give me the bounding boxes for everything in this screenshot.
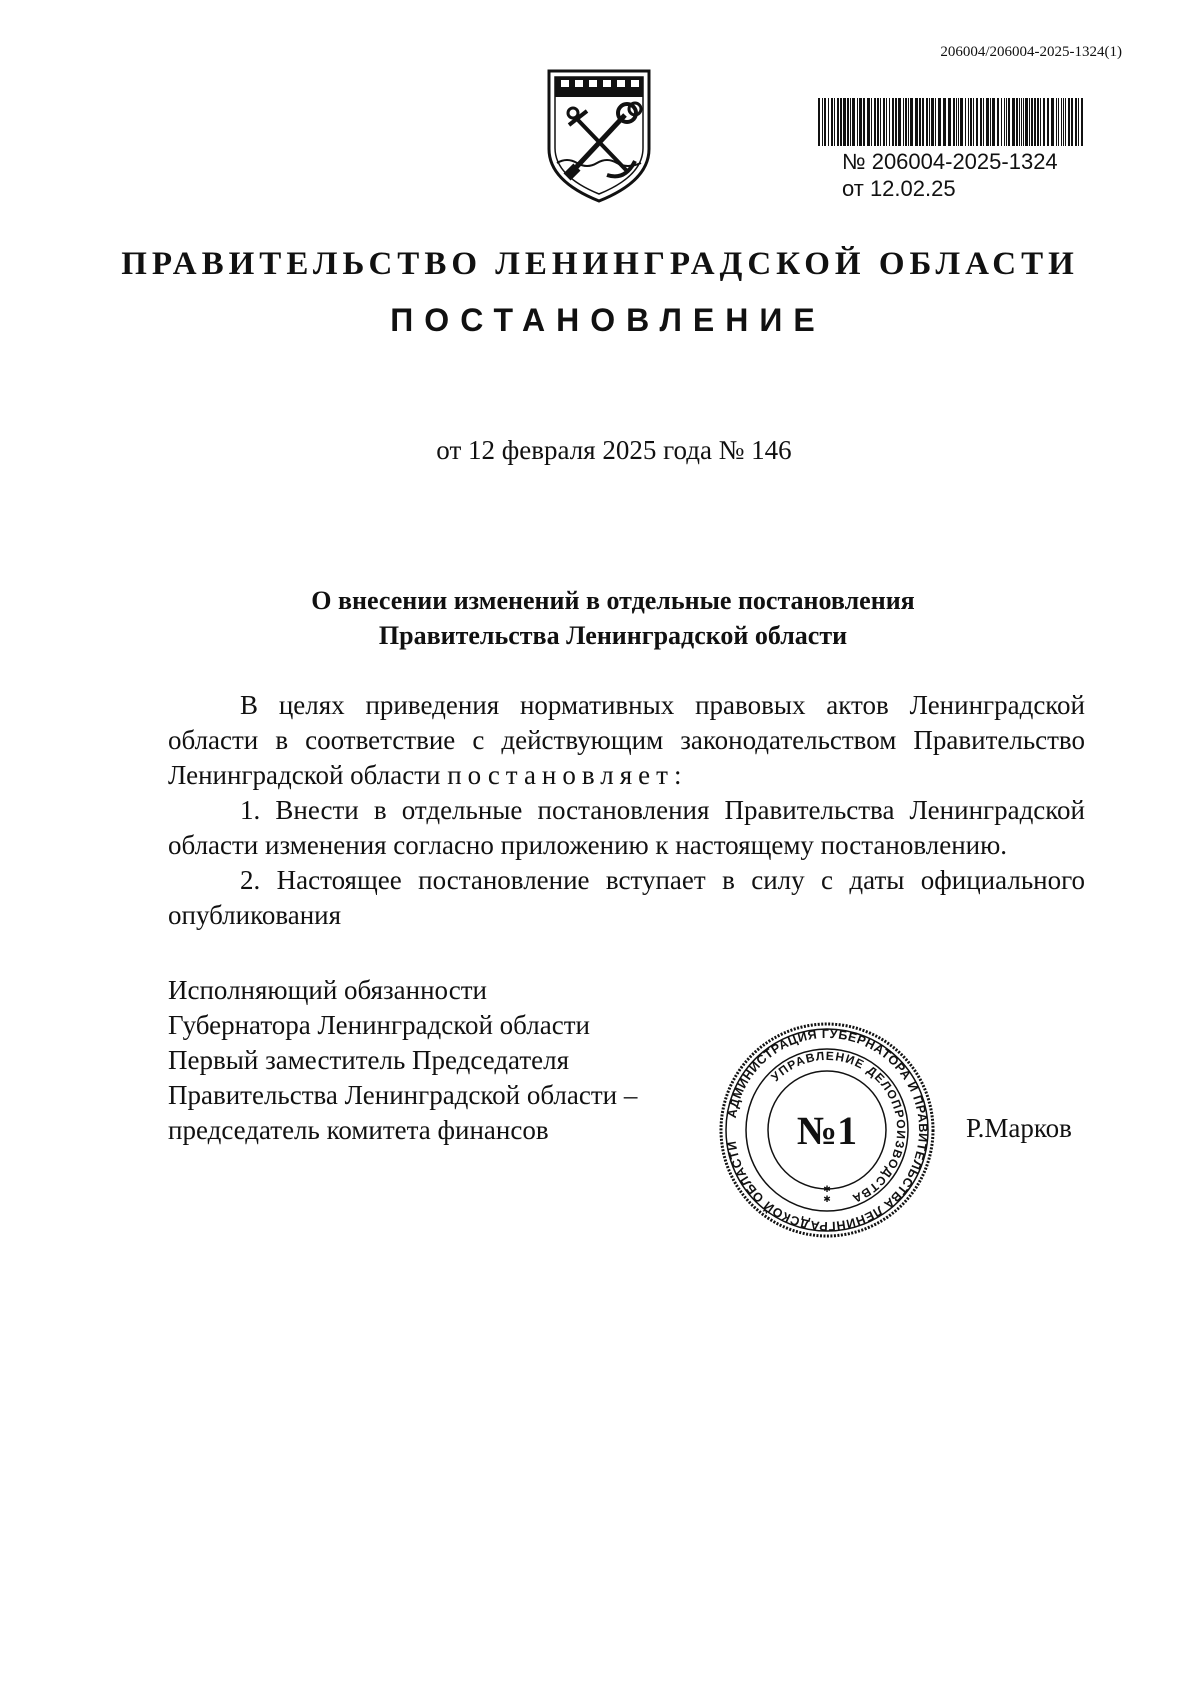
barcode-bar bbox=[970, 98, 972, 146]
barcode-bar bbox=[1029, 98, 1030, 146]
signer-line-3: Первый заместитель Председателя bbox=[168, 1045, 570, 1075]
barcode-bar bbox=[938, 98, 941, 146]
item-2: 2. Настоящее постановление вступает в силу с даты официального опубликования bbox=[168, 865, 1085, 930]
signer-block bbox=[168, 973, 637, 1148]
barcode-bar bbox=[1061, 98, 1062, 146]
document-body bbox=[168, 688, 1085, 933]
document-subject bbox=[0, 583, 1200, 653]
barcode-bar bbox=[1001, 98, 1002, 146]
barcode-bar bbox=[1023, 98, 1024, 146]
subject-line-1: О внесении изменений в отдельные постановления bbox=[311, 586, 915, 615]
document-id: 206004/206004-2025-1324(1) bbox=[940, 44, 1122, 60]
signer-name: Р.Марков bbox=[966, 1113, 1072, 1143]
barcode-bar bbox=[919, 98, 921, 146]
barcode-bar bbox=[968, 98, 969, 146]
barcode-bar bbox=[828, 98, 829, 146]
barcode-bar bbox=[1075, 98, 1077, 146]
barcode-bar bbox=[1037, 98, 1039, 146]
barcode-bar bbox=[843, 98, 846, 146]
barcode-bar bbox=[980, 98, 982, 146]
registration-date: от 12.02.25 bbox=[842, 176, 956, 201]
barcode-bar bbox=[953, 98, 955, 146]
barcode-bar bbox=[886, 98, 887, 146]
barcode-bar bbox=[1043, 98, 1045, 146]
barcode-bar bbox=[1012, 98, 1015, 146]
seal-ring-text: АДМИНИСТРАЦИЯ ГУБЕРНАТОРА И ПРАВИТЕЛЬСТВА ЛЕНИНГРАДСКОЙ ОБЛАСТИ bbox=[724, 1026, 931, 1234]
barcode-bar bbox=[840, 98, 842, 146]
resolves-word: постановляет: bbox=[447, 760, 688, 790]
document-date-number: от 12 февраля 2025 года № 146 bbox=[436, 435, 792, 465]
registration-stamp bbox=[842, 148, 1058, 202]
svg-text:✱: ✱ bbox=[823, 1185, 831, 1195]
preamble-text: В целях приведения нормативных правовых актов Ленинградской области в соответствие с действующим законодательством Правительство Ленинградской области bbox=[168, 690, 1085, 790]
official-seal-icon bbox=[717, 1020, 937, 1240]
barcode-bar bbox=[983, 98, 984, 146]
barcode-bar bbox=[1058, 98, 1059, 146]
barcode-bar bbox=[867, 98, 870, 146]
barcode-bar bbox=[1068, 98, 1070, 146]
barcode-bar bbox=[837, 98, 839, 146]
barcode-bar bbox=[880, 98, 881, 146]
barcode-bar bbox=[1025, 98, 1028, 146]
barcode-bar bbox=[960, 98, 963, 146]
barcode-bar bbox=[1006, 98, 1007, 146]
signer-line-2: Губернатора Ленинградской области bbox=[168, 1010, 590, 1040]
barcode-bar bbox=[1065, 98, 1066, 146]
barcode-icon bbox=[818, 98, 1083, 146]
registration-number: № 206004-2025-1324 bbox=[842, 149, 1058, 174]
barcode-bar bbox=[834, 98, 835, 146]
barcode-bar bbox=[903, 98, 904, 146]
barcode-bar bbox=[1019, 98, 1020, 146]
barcode-bar bbox=[857, 98, 858, 146]
document-type: ПОСТАНОВЛЕНИЕ bbox=[390, 302, 826, 338]
signer-line-5: председатель комитета финансов bbox=[168, 1115, 549, 1145]
barcode-bar bbox=[922, 98, 924, 146]
barcode-bar bbox=[1063, 98, 1064, 146]
barcode-bar bbox=[1051, 98, 1054, 146]
barcode-bar bbox=[1034, 98, 1036, 146]
seal-inner-text: УПРАВЛЕНИЕ ДЕЛОПРОИЗВОДСТВА bbox=[768, 1048, 909, 1207]
preamble-paragraph bbox=[168, 688, 1085, 793]
barcode-bar bbox=[910, 98, 913, 146]
barcode-bar bbox=[1004, 98, 1005, 146]
barcode-bar bbox=[992, 98, 995, 146]
barcode-bar bbox=[958, 98, 959, 146]
barcode-bar bbox=[1071, 98, 1073, 146]
barcode-bar bbox=[871, 98, 872, 146]
barcode-bar bbox=[1040, 98, 1041, 146]
barcode-bar bbox=[1031, 98, 1033, 146]
subject-line-2: Правительства Ленинградской области bbox=[378, 621, 848, 650]
barcode-bar bbox=[956, 98, 957, 146]
barcode-bar bbox=[847, 98, 849, 146]
svg-text:✱: ✱ bbox=[823, 1195, 831, 1205]
barcode-bar bbox=[818, 98, 820, 146]
barcode-bar bbox=[863, 98, 865, 146]
barcode-bar bbox=[986, 98, 989, 146]
barcode-bar bbox=[915, 98, 918, 146]
barcode-bar bbox=[948, 98, 951, 146]
barcode-bar bbox=[824, 98, 826, 146]
barcode-bar bbox=[1056, 98, 1057, 146]
barcode-bar bbox=[895, 98, 897, 146]
barcode-bar bbox=[859, 98, 862, 146]
barcode-bar bbox=[908, 98, 909, 146]
barcode-bar bbox=[905, 98, 907, 146]
barcode-bar bbox=[877, 98, 879, 146]
seal-number: №1 bbox=[796, 1108, 858, 1153]
barcode-bar bbox=[852, 98, 855, 146]
barcode-bar bbox=[931, 98, 934, 146]
government-title: ПРАВИТЕЛЬСТВО ЛЕНИНГРАДСКОЙ ОБЛАСТИ bbox=[121, 246, 1079, 282]
barcode-bar bbox=[850, 98, 851, 146]
barcode-bar bbox=[997, 98, 999, 146]
barcode-bar bbox=[943, 98, 946, 146]
barcode-bar bbox=[926, 98, 928, 146]
barcode-bar bbox=[831, 98, 833, 146]
signer-line-4: Правительства Ленинградской области – bbox=[168, 1080, 638, 1110]
barcode-bar bbox=[898, 98, 901, 146]
barcode-bar bbox=[1021, 98, 1022, 146]
barcode-bar bbox=[929, 98, 930, 146]
barcode-bar bbox=[889, 98, 890, 146]
barcode-bar bbox=[1081, 98, 1083, 146]
barcode-bar bbox=[892, 98, 894, 146]
barcode-bar bbox=[1008, 98, 1010, 146]
signer-line-1: Исполняющий обязанности bbox=[168, 975, 487, 1005]
barcode-bar bbox=[935, 98, 936, 146]
barcode-bar bbox=[1078, 98, 1079, 146]
coat-of-arms-icon bbox=[543, 63, 655, 203]
barcode-bar bbox=[883, 98, 885, 146]
barcode-bar bbox=[874, 98, 876, 146]
barcode-bar bbox=[976, 98, 978, 146]
barcode-bar bbox=[822, 98, 823, 146]
barcode-bar bbox=[973, 98, 974, 146]
barcode-bar bbox=[990, 98, 991, 146]
item-1: 1. Внести в отдельные постановления Правительства Ленинградской области изменения согласно приложению к настоящему постановлению. bbox=[168, 795, 1085, 860]
barcode-bar bbox=[1047, 98, 1049, 146]
barcode-bar bbox=[965, 98, 966, 146]
barcode-bar bbox=[1016, 98, 1018, 146]
